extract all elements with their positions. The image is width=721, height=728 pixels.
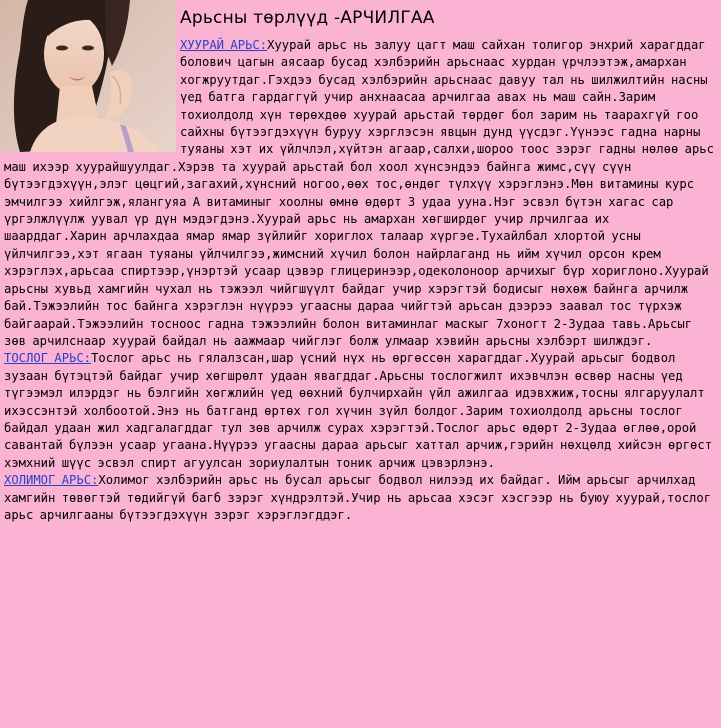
section-heading-oily-skin[interactable]: ТОСЛОГ АРЬС: xyxy=(4,351,92,366)
woman-portrait-image xyxy=(0,0,176,152)
article-title: Арьсны төрлүүд -АРЧИЛГАА xyxy=(180,8,435,28)
section-text-oily-skin: Тослог арьс нь гялалзсан,шар үсний нүх нь өргөссөн харагддаг.Хуурай арьсыг бодвол зузаан бүтэцтэй байдаг учир хөгшрөлт удаан явагддаг.Арьсны тослогжилт ихэвчлэн өсвөр насны үед түгээмэл илэрдэг нь бэлгийн хөгжлийн үед өөхний булчирхайн үйл ажилгаа идэвхжиж,тосны ялгаруулалт ихэссэнтэй холбоотой.Энэ нь батганд өртөх гол хүчин зүйл болдог.Зарим тохиолдолд арьсны тослог байдал удаан жил хадгалагддаг тул зөв арчилж сурах хэрэгтэй.Тослог арьс өдөрт 2-3удаа өглөө,орой савантай бүлээн усаар угаана.Нүүрээ угаасны дараа арьсыг хаттал арчиж,гэрийн нөхцөлд хийсэн өргөст хэмхний шүүс эсвэл спирт агуулсан зориулалтын тоник арчиж цэвэрлэнэ. xyxy=(4,351,713,470)
section-text-combination-skin: Холимог хэлбэрийн арьс нь бусал арьсыг бодвол нилээд их байдаг. Ийм арьсыг арчилхад хамгийн төвөгтэй төдийгүй багб зэрэг хүндрэлтэй.Учир нь арьсаа хэсэг хэсгээр нь буюу хуурай,тослог арьс арчилгааны бүтээгдэхүүн зэрэг хэрэглэгддэг. xyxy=(4,473,712,522)
section-text-dry-skin: Хуурай арьс нь залуу цагт маш сайхан толигор энхрий харагддаг болович цагын аясаар бусад хэлбэрийн арьснаас хурдан үрчлээтэж,амархан хогжруутдаг.Гэхдээ бусад хэлбэрийн арьснаас давуу тал нь шилжилтийн насны үед батга гардаггүй учир анхнаасаа арчилгаа авах нь маш сайн.Зарим тохиолдолд хүн төрөхдөө хуурай арьстай төрдөг бол зарим нь таарахгүй гоо сайхны бүтээгдэхүүн буруу хэрглэсэн явцын дунд үүсдэг.Үүнээс гадна нарны туяаны хэт их үйлчлэл,хүйтэн агаар,салхи,шороо тоос зэрэг гадны нөлөө арьс маш ихээр хуурайшуулдаг.Хэрэв та хуурай арьстай бол хоол хүнсэндээ байнга жимс,сүү сүүн бүтээгдэхүүн,элэг цөцгий,загахий,хүнсний ногоо,өөх тос,өндөг түлхүү хэрэглэнэ.Мөн витамины курс эмчилгээ хийлгэж,ялангуяа А витаминыг хоолны өмнө өдөрт 3 удаа ууна.Нэг эсвэл бүтэн хагас сар үргэлжлүүлж уувал үр дүн мэдэгдэнэ.Хуурай арьс нь амархан хөгширдөг учир лрчилгаа их шаарддаг.Харин арчлахдаа ямар ямар зүйлийг хориглох талаар хүргэе.Тухайлбал хлортой усны үйлчилгээ,хэт ягаан туяаны үйлчилгээ,жимсний хүчил болон найрлаганд нь ийм хүчил орсон крем хэрэглэх,арьсаа спиртээр,үнэртэй усаар цэвэр глицеринээр,одеколоноор арчихыг бүр хориглоно.Хуурай арьсны хувьд хамгийн чухал нь тэжээл чийгшүүлт байдаг учир хэрэгтэй бодисыг нөхөж байнга арчилж бай.Тэжээлийн тос байнга хэрэглэн нүүрээ угаасны дараа чийгтэй арьсан дээрээ заавал тос түрхэж байгаарай.Тэжээлийн тосноос гадна тэжээлийн болон витаминлаг маскыг 7хоногт 2-3удаа тавь.Арьсыг зөв арчилснаар хуурай байдал нь аажмаар чийглэг болж улмаар хэвийн арьсны хэлбэрт шилждэг. xyxy=(4,38,714,348)
section-heading-combination-skin[interactable]: ХОЛИМОГ АРЬС: xyxy=(4,473,99,488)
section-combination-skin xyxy=(4,472,715,524)
section-oily-skin xyxy=(4,350,715,472)
section-heading-dry-skin[interactable]: ХУУРАЙ АРЬС: xyxy=(180,38,268,52)
